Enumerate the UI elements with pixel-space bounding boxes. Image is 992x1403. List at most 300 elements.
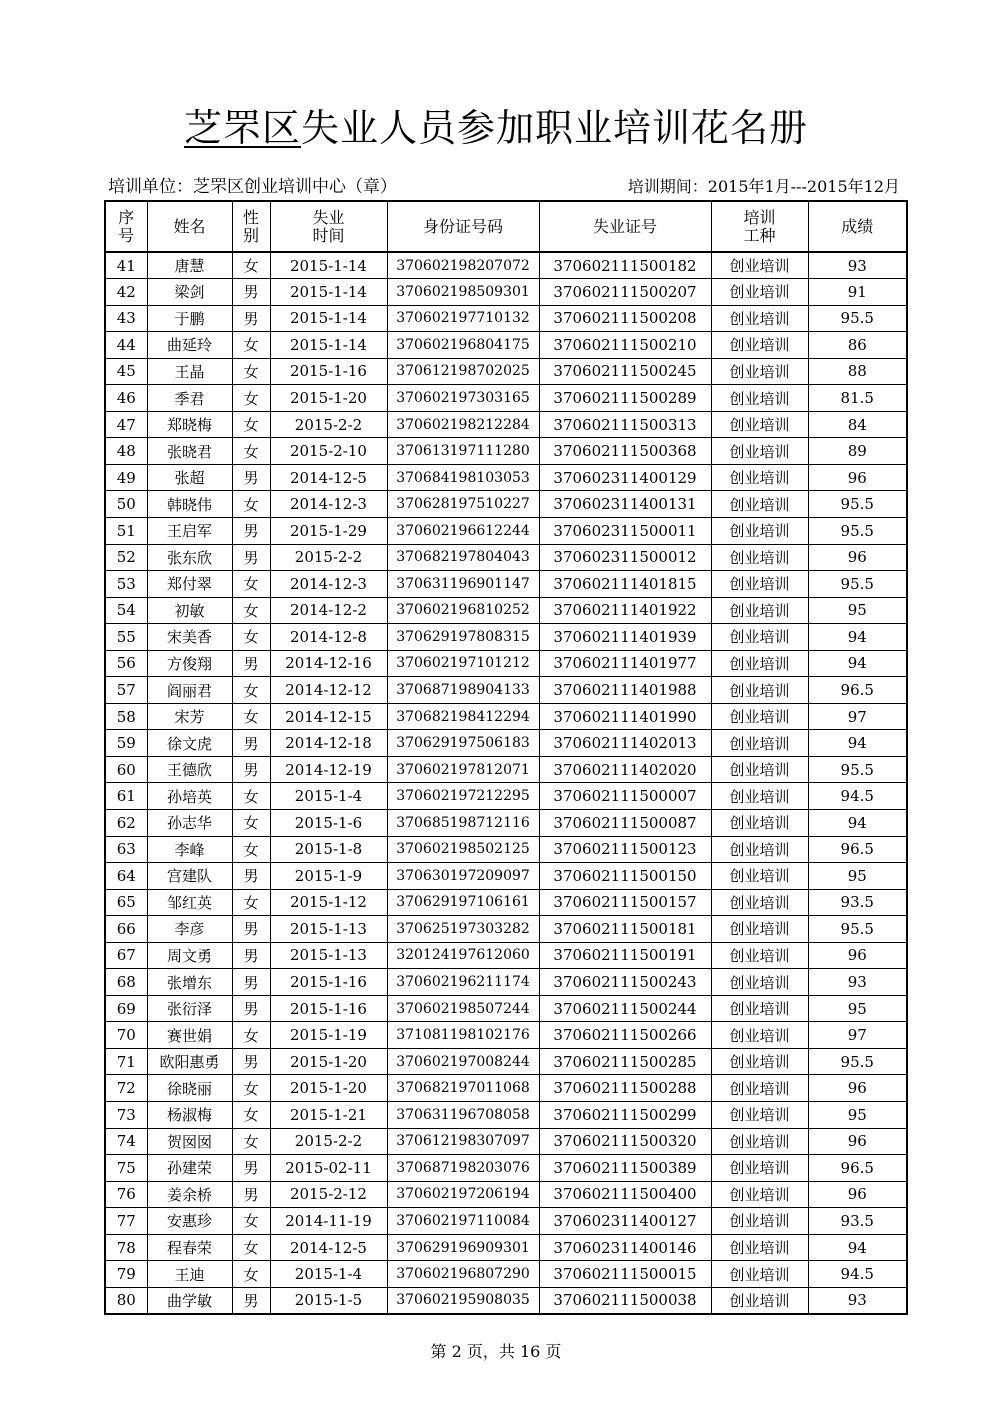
- cell-training-type: 创业培训: [711, 624, 808, 651]
- header-certificate-number: 失业证号: [539, 201, 711, 252]
- table-row: [105, 1234, 907, 1261]
- cell-training-type: 创业培训: [711, 1102, 808, 1129]
- cell-date: 2015-2-10: [270, 438, 387, 465]
- cell-name: 宫建队: [147, 863, 232, 890]
- cell-gender: 女: [232, 358, 270, 385]
- table-row: [105, 756, 907, 783]
- cell-no: 46: [105, 385, 147, 412]
- cell-name: 孙培英: [147, 783, 232, 810]
- cell-certificate-number: 370602111500389: [539, 1155, 711, 1182]
- cell-score: 96: [808, 1181, 907, 1208]
- cell-training-type: 创业培训: [711, 756, 808, 783]
- cell-score: 96.5: [808, 836, 907, 863]
- cell-gender: 女: [232, 836, 270, 863]
- table-row: [105, 730, 907, 757]
- cell-training-type: 创业培训: [711, 571, 808, 598]
- header-no: 序 号: [105, 201, 147, 252]
- cell-id-number: 370612198307097: [387, 1128, 539, 1155]
- cell-certificate-number: 370602111401977: [539, 650, 711, 677]
- cell-date: 2014-12-3: [270, 491, 387, 518]
- cell-certificate-number: 370602111500244: [539, 995, 711, 1022]
- cell-certificate-number: 370602111500400: [539, 1181, 711, 1208]
- cell-score: 95.5: [808, 756, 907, 783]
- cell-date: 2015-1-6: [270, 809, 387, 836]
- cell-score: 93.5: [808, 1208, 907, 1235]
- table-row: [105, 677, 907, 704]
- cell-date: 2015-1-5: [270, 1287, 387, 1314]
- table-row: [105, 517, 907, 544]
- cell-id-number: 370602198207072: [387, 252, 539, 279]
- cell-training-type: 创业培训: [711, 863, 808, 890]
- cell-id-number: 370602197812071: [387, 756, 539, 783]
- cell-no: 68: [105, 969, 147, 996]
- table-row: [105, 544, 907, 571]
- cell-no: 62: [105, 809, 147, 836]
- cell-id-number: 370631196708058: [387, 1102, 539, 1129]
- cell-gender: 男: [232, 730, 270, 757]
- cell-date: 2015-1-16: [270, 995, 387, 1022]
- table-row: [105, 1048, 907, 1075]
- cell-score: 91: [808, 279, 907, 306]
- table-header-row: [105, 201, 907, 252]
- cell-id-number: 370602198509301: [387, 279, 539, 306]
- cell-gender: 男: [232, 995, 270, 1022]
- cell-date: 2014-12-2: [270, 597, 387, 624]
- table-row: [105, 1075, 907, 1102]
- cell-gender: 女: [232, 1075, 270, 1102]
- page-footer: 第 2 页，共 16 页: [430, 1342, 562, 1361]
- table-row: [105, 650, 907, 677]
- cell-name: 孙建荣: [147, 1155, 232, 1182]
- cell-name: 王启军: [147, 517, 232, 544]
- cell-score: 96: [808, 464, 907, 491]
- cell-training-type: 创业培训: [711, 1181, 808, 1208]
- cell-no: 41: [105, 252, 147, 279]
- cell-gender: 男: [232, 942, 270, 969]
- cell-no: 77: [105, 1208, 147, 1235]
- cell-date: 2015-1-9: [270, 863, 387, 890]
- cell-certificate-number: 370602111401988: [539, 677, 711, 704]
- roster-table: [104, 200, 908, 1315]
- cell-gender: 女: [232, 1102, 270, 1129]
- cell-gender: 女: [232, 677, 270, 704]
- cell-name: 宋美香: [147, 624, 232, 651]
- cell-id-number: 370602197101212: [387, 650, 539, 677]
- cell-no: 57: [105, 677, 147, 704]
- cell-training-type: 创业培训: [711, 650, 808, 677]
- cell-score: 88: [808, 358, 907, 385]
- table-row: [105, 1155, 907, 1182]
- table-row: [105, 1208, 907, 1235]
- training-unit-label: 培训单位：芝罘区创业培训中心（章）: [108, 177, 397, 197]
- cell-no: 79: [105, 1261, 147, 1288]
- table-row: [105, 438, 907, 465]
- cell-gender: 女: [232, 889, 270, 916]
- cell-score: 95.5: [808, 305, 907, 332]
- cell-id-number: 370602198502125: [387, 836, 539, 863]
- table-row: [105, 1128, 907, 1155]
- cell-gender: 男: [232, 863, 270, 890]
- cell-no: 56: [105, 650, 147, 677]
- cell-date: 2015-1-4: [270, 783, 387, 810]
- cell-id-number: 370628197510227: [387, 491, 539, 518]
- cell-no: 76: [105, 1181, 147, 1208]
- cell-id-number: 370602196807290: [387, 1261, 539, 1288]
- cell-gender: 女: [232, 1234, 270, 1261]
- cell-no: 65: [105, 889, 147, 916]
- table-row: [105, 942, 907, 969]
- cell-score: 93: [808, 252, 907, 279]
- cell-certificate-number: 370602111500245: [539, 358, 711, 385]
- cell-no: 71: [105, 1048, 147, 1075]
- cell-name: 张超: [147, 464, 232, 491]
- cell-training-type: 创业培训: [711, 969, 808, 996]
- cell-id-number: 370602196810252: [387, 597, 539, 624]
- title-main: 失业人员参加职业培训花名册: [301, 106, 809, 150]
- cell-id-number: 370602197008244: [387, 1048, 539, 1075]
- cell-date: 2015-1-14: [270, 305, 387, 332]
- table-row: [105, 491, 907, 518]
- cell-no: 47: [105, 411, 147, 438]
- header-training-type: 培训 工种: [711, 201, 808, 252]
- cell-gender: 男: [232, 916, 270, 943]
- cell-date: 2014-12-12: [270, 677, 387, 704]
- cell-training-type: 创业培训: [711, 385, 808, 412]
- cell-name: 宋芳: [147, 703, 232, 730]
- cell-score: 81.5: [808, 385, 907, 412]
- cell-training-type: 创业培训: [711, 1048, 808, 1075]
- cell-certificate-number: 370602111500182: [539, 252, 711, 279]
- cell-certificate-number: 370602111500191: [539, 942, 711, 969]
- cell-date: 2015-1-20: [270, 1048, 387, 1075]
- cell-training-type: 创业培训: [711, 1261, 808, 1288]
- cell-name: 韩晓伟: [147, 491, 232, 518]
- cell-gender: 男: [232, 1155, 270, 1182]
- cell-certificate-number: 370602111500015: [539, 1261, 711, 1288]
- cell-date: 2015-1-20: [270, 385, 387, 412]
- cell-id-number: 370684198103053: [387, 464, 539, 491]
- table-row: [105, 411, 907, 438]
- cell-gender: 女: [232, 491, 270, 518]
- cell-gender: 男: [232, 305, 270, 332]
- cell-training-type: 创业培训: [711, 464, 808, 491]
- cell-id-number: 370629196909301: [387, 1234, 539, 1261]
- cell-id-number: 370602197212295: [387, 783, 539, 810]
- cell-date: 2015-1-21: [270, 1102, 387, 1129]
- cell-certificate-number: 370602311500011: [539, 517, 711, 544]
- cell-no: 51: [105, 517, 147, 544]
- cell-id-number: 370602197303165: [387, 385, 539, 412]
- cell-score: 96: [808, 942, 907, 969]
- cell-gender: 女: [232, 411, 270, 438]
- cell-training-type: 创业培训: [711, 517, 808, 544]
- cell-gender: 男: [232, 517, 270, 544]
- cell-date: 2015-1-16: [270, 969, 387, 996]
- header-gender: 性 别: [232, 201, 270, 252]
- cell-score: 95: [808, 863, 907, 890]
- cell-certificate-number: 370602111500266: [539, 1022, 711, 1049]
- cell-date: 2015-1-14: [270, 279, 387, 306]
- cell-score: 94: [808, 1234, 907, 1261]
- cell-gender: 女: [232, 783, 270, 810]
- cell-date: 2015-1-16: [270, 358, 387, 385]
- table-row: [105, 305, 907, 332]
- cell-training-type: 创业培训: [711, 942, 808, 969]
- cell-date: 2015-1-29: [270, 517, 387, 544]
- table-row: [105, 597, 907, 624]
- cell-date: 2014-12-3: [270, 571, 387, 598]
- cell-gender: 女: [232, 385, 270, 412]
- cell-certificate-number: 370602311400129: [539, 464, 711, 491]
- cell-id-number: 370630197209097: [387, 863, 539, 890]
- cell-no: 70: [105, 1022, 147, 1049]
- cell-training-type: 创业培训: [711, 1128, 808, 1155]
- cell-gender: 女: [232, 252, 270, 279]
- table-row: [105, 863, 907, 890]
- table-row: [105, 358, 907, 385]
- header-name: 姓名: [147, 201, 232, 252]
- table-row: [105, 1102, 907, 1129]
- cell-id-number: 370625197303282: [387, 916, 539, 943]
- cell-date: 2015-02-11: [270, 1155, 387, 1182]
- cell-certificate-number: 370602111500087: [539, 809, 711, 836]
- cell-training-type: 创业培训: [711, 358, 808, 385]
- cell-name: 欧阳惠勇: [147, 1048, 232, 1075]
- cell-date: 2015-1-19: [270, 1022, 387, 1049]
- cell-gender: 男: [232, 544, 270, 571]
- cell-training-type: 创业培训: [711, 703, 808, 730]
- cell-no: 59: [105, 730, 147, 757]
- table-row: [105, 703, 907, 730]
- cell-score: 95.5: [808, 517, 907, 544]
- cell-gender: 女: [232, 438, 270, 465]
- cell-date: 2015-1-20: [270, 1075, 387, 1102]
- cell-no: 63: [105, 836, 147, 863]
- cell-no: 58: [105, 703, 147, 730]
- cell-training-type: 创业培训: [711, 491, 808, 518]
- cell-id-number: 370687198203076: [387, 1155, 539, 1182]
- cell-id-number: 370631196901147: [387, 571, 539, 598]
- cell-name: 张晓君: [147, 438, 232, 465]
- cell-id-number: 370629197808315: [387, 624, 539, 651]
- cell-date: 2014-12-5: [270, 464, 387, 491]
- cell-training-type: 创业培训: [711, 332, 808, 359]
- cell-score: 97: [808, 1022, 907, 1049]
- table-row: [105, 1261, 907, 1288]
- cell-date: 2015-1-13: [270, 916, 387, 943]
- cell-no: 52: [105, 544, 147, 571]
- cell-training-type: 创业培训: [711, 1287, 808, 1314]
- cell-gender: 女: [232, 1022, 270, 1049]
- cell-score: 93: [808, 969, 907, 996]
- cell-score: 97: [808, 703, 907, 730]
- cell-id-number: 370602197110084: [387, 1208, 539, 1235]
- cell-training-type: 创业培训: [711, 1234, 808, 1261]
- cell-id-number: 370629197506183: [387, 730, 539, 757]
- cell-name: 周文勇: [147, 942, 232, 969]
- cell-date: 2015-1-14: [270, 252, 387, 279]
- cell-certificate-number: 370602111500208: [539, 305, 711, 332]
- page-title: [0, 102, 992, 154]
- cell-gender: 女: [232, 332, 270, 359]
- cell-name: 张东欣: [147, 544, 232, 571]
- cell-score: 94: [808, 624, 907, 651]
- cell-no: 78: [105, 1234, 147, 1261]
- cell-score: 96: [808, 544, 907, 571]
- cell-certificate-number: 370602111500368: [539, 438, 711, 465]
- cell-date: 2014-12-8: [270, 624, 387, 651]
- cell-date: 2014-12-18: [270, 730, 387, 757]
- table-row: [105, 783, 907, 810]
- cell-name: 孙志华: [147, 809, 232, 836]
- cell-no: 49: [105, 464, 147, 491]
- cell-name: 徐晓丽: [147, 1075, 232, 1102]
- cell-no: 74: [105, 1128, 147, 1155]
- cell-training-type: 创业培训: [711, 252, 808, 279]
- cell-score: 95.5: [808, 571, 907, 598]
- cell-score: 95.5: [808, 491, 907, 518]
- cell-id-number: 370682197804043: [387, 544, 539, 571]
- cell-name: 程春荣: [147, 1234, 232, 1261]
- cell-id-number: 370682198412294: [387, 703, 539, 730]
- cell-certificate-number: 370602111401922: [539, 597, 711, 624]
- cell-no: 75: [105, 1155, 147, 1182]
- cell-no: 61: [105, 783, 147, 810]
- cell-date: 2015-2-12: [270, 1181, 387, 1208]
- cell-name: 邹红英: [147, 889, 232, 916]
- cell-name: 徐文虎: [147, 730, 232, 757]
- cell-no: 42: [105, 279, 147, 306]
- cell-no: 45: [105, 358, 147, 385]
- cell-no: 64: [105, 863, 147, 890]
- cell-score: 96: [808, 1075, 907, 1102]
- cell-id-number: 370602197206194: [387, 1181, 539, 1208]
- cell-training-type: 创业培训: [711, 783, 808, 810]
- table-row: [105, 385, 907, 412]
- cell-training-type: 创业培训: [711, 544, 808, 571]
- cell-no: 67: [105, 942, 147, 969]
- cell-training-type: 创业培训: [711, 1155, 808, 1182]
- cell-no: 55: [105, 624, 147, 651]
- cell-certificate-number: 370602311500012: [539, 544, 711, 571]
- title-district: 芝罘区: [183, 106, 301, 150]
- cell-gender: 女: [232, 703, 270, 730]
- cell-date: 2014-12-5: [270, 1234, 387, 1261]
- cell-name: 赛世娟: [147, 1022, 232, 1049]
- cell-training-type: 创业培训: [711, 438, 808, 465]
- cell-name: 于鹏: [147, 305, 232, 332]
- cell-no: 60: [105, 756, 147, 783]
- cell-name: 曲延玲: [147, 332, 232, 359]
- cell-date: 2015-1-13: [270, 942, 387, 969]
- cell-id-number: 370602196612244: [387, 517, 539, 544]
- cell-score: 94: [808, 650, 907, 677]
- cell-gender: 男: [232, 464, 270, 491]
- table-row: [105, 252, 907, 279]
- cell-id-number: 370602195908035: [387, 1287, 539, 1314]
- cell-training-type: 创业培训: [711, 995, 808, 1022]
- cell-certificate-number: 370602311400127: [539, 1208, 711, 1235]
- cell-no: 43: [105, 305, 147, 332]
- cell-id-number: 370602196804175: [387, 332, 539, 359]
- cell-date: 2015-2-2: [270, 1128, 387, 1155]
- cell-id-number: 370685198712116: [387, 809, 539, 836]
- cell-no: 80: [105, 1287, 147, 1314]
- cell-id-number: 370687198904133: [387, 677, 539, 704]
- cell-training-type: 创业培训: [711, 836, 808, 863]
- cell-date: 2014-12-19: [270, 756, 387, 783]
- cell-name: 王德欣: [147, 756, 232, 783]
- cell-name: 姜余桥: [147, 1181, 232, 1208]
- cell-no: 73: [105, 1102, 147, 1129]
- cell-no: 66: [105, 916, 147, 943]
- cell-date: 2014-11-19: [270, 1208, 387, 1235]
- cell-name: 曲学敏: [147, 1287, 232, 1314]
- cell-name: 安惠珍: [147, 1208, 232, 1235]
- cell-no: 44: [105, 332, 147, 359]
- cell-score: 95: [808, 1102, 907, 1129]
- cell-certificate-number: 370602111500299: [539, 1102, 711, 1129]
- cell-certificate-number: 370602111401815: [539, 571, 711, 598]
- cell-training-type: 创业培训: [711, 1022, 808, 1049]
- cell-score: 96: [808, 1128, 907, 1155]
- cell-no: 48: [105, 438, 147, 465]
- cell-id-number: 370612198702025: [387, 358, 539, 385]
- table-row: [105, 995, 907, 1022]
- cell-gender: 女: [232, 1128, 270, 1155]
- cell-name: 唐慧: [147, 252, 232, 279]
- cell-name: 王晶: [147, 358, 232, 385]
- cell-score: 93.5: [808, 889, 907, 916]
- cell-id-number: 370682197011068: [387, 1075, 539, 1102]
- cell-name: 张衍泽: [147, 995, 232, 1022]
- cell-certificate-number: 370602111500123: [539, 836, 711, 863]
- cell-name: 李彦: [147, 916, 232, 943]
- table-row: [105, 624, 907, 651]
- table-row: [105, 1181, 907, 1208]
- cell-certificate-number: 370602111500210: [539, 332, 711, 359]
- cell-score: 94.5: [808, 1261, 907, 1288]
- cell-date: 2015-1-12: [270, 889, 387, 916]
- cell-id-number: 370629197106161: [387, 889, 539, 916]
- cell-certificate-number: 370602111500207: [539, 279, 711, 306]
- table-body: [105, 252, 907, 1314]
- cell-name: 初敏: [147, 597, 232, 624]
- cell-training-type: 创业培训: [711, 279, 808, 306]
- cell-gender: 女: [232, 597, 270, 624]
- table-row: [105, 889, 907, 916]
- table-row: [105, 1287, 907, 1314]
- table-row: [105, 809, 907, 836]
- cell-training-type: 创业培训: [711, 916, 808, 943]
- cell-name: 梁剑: [147, 279, 232, 306]
- cell-no: 72: [105, 1075, 147, 1102]
- cell-no: 69: [105, 995, 147, 1022]
- table-row: [105, 916, 907, 943]
- cell-gender: 男: [232, 1048, 270, 1075]
- cell-id-number: 370602196211174: [387, 969, 539, 996]
- cell-name: 李峰: [147, 836, 232, 863]
- cell-gender: 男: [232, 1181, 270, 1208]
- table-row: [105, 279, 907, 306]
- cell-gender: 男: [232, 756, 270, 783]
- cell-name: 阎丽君: [147, 677, 232, 704]
- cell-score: 96.5: [808, 677, 907, 704]
- cell-name: 杨淑梅: [147, 1102, 232, 1129]
- cell-date: 2015-1-14: [270, 332, 387, 359]
- cell-score: 86: [808, 332, 907, 359]
- cell-gender: 女: [232, 1261, 270, 1288]
